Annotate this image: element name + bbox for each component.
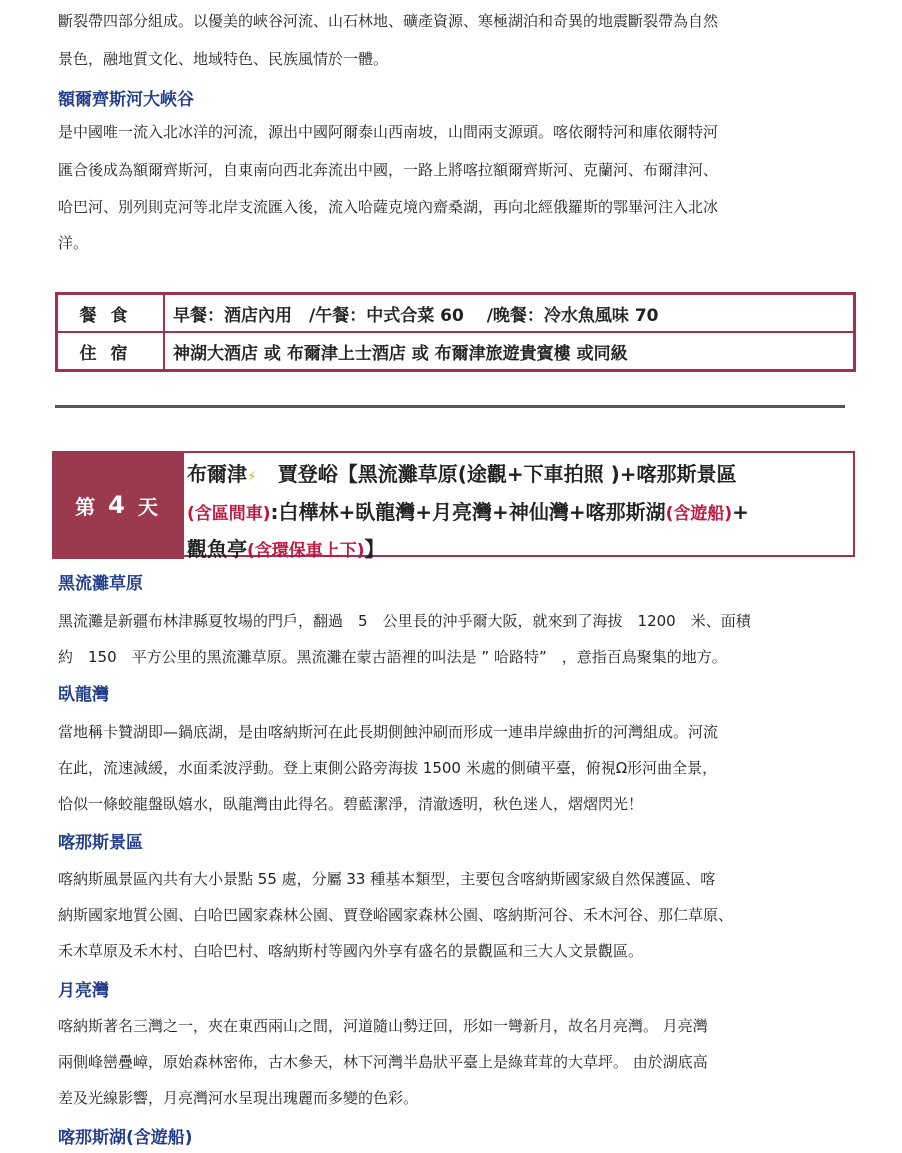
day-title-fish-pavilion: 觀魚亭 [187,537,247,561]
day-itinerary-title [183,451,855,561]
section-heading-moon-bay: 月亮灣 [58,981,109,1001]
wolong-text-line-2: 在此，流速減緩，水面柔波浮動。登上東側公路旁海拔 1500 米處的側磧平臺，俯視Ω形河曲全景， [58,759,718,777]
section-heading-wolong: 臥龍灣 [58,685,109,705]
meals-value: 早餐：酒店內用 /午餐：中式合菜 60 /晚餐：冷水魚風味 70 [164,294,855,333]
meals-lodging-table [55,292,856,372]
intro-text-line-2: 景色，融地質文化、地域特色、民族風情於一體。 [58,50,389,68]
day-title-start: 布爾津 [187,462,247,486]
day-title-route: 賈登峪【黑流灘草原(途觀+下車拍照 )+喀那斯景區 [277,462,737,486]
heiliutan-text-line-1: 黑流灘是新疆布林津縣夏牧場的門戶，翻過 5 公里長的沖乎爾大阪，就來到了海拔 1200 米、面積 [58,612,751,630]
section-heading-kanas-area: 喀那斯景區 [58,833,143,853]
intro-text-line-1: 斷裂帶四部分組成。以優美的峽谷河流、山石林地、礦產資源、寒極湖泊和奇異的地震斷裂帶為自然 [58,12,719,30]
kanas-area-text-line-1: 喀納斯風景區內共有大小景點 55 處，分屬 33 種基本類型，主要包含喀納斯國家級自然保護區、喀 [58,870,716,888]
wolong-text-line-1: 當地稱卡贊湖即—鍋底湖，是由喀納斯河在此長期側蝕沖刷而形成一連串岸線曲折的河灣組成。河流 [58,723,719,741]
day-suffix: 天 [137,494,161,519]
day-title-note-eco-bus: (含環保車上下) [247,541,365,561]
day-title-spots: :白樺林+臥龍灣+月亮灣+神仙灣+喀那斯湖 [270,500,666,524]
day-title-plus: + [732,500,749,524]
lodging-value: 神湖大酒店 或 布爾津上士酒店 或 布爾津旅遊貴賓樓 或同級 [164,332,855,371]
wolong-text-line-3: 恰似一條蛟龍盤臥嬉水，臥龍灣由此得名。碧藍潔淨，清澈透明，秋色迷人，熠熠閃光！ [58,795,644,813]
moon-bay-text-line-2: 兩側峰巒疊嶂，原始森林密佈，古木參天，林下河灣半島狀平臺上是綠茸茸的大草坪。 由於湖底高 [58,1053,708,1071]
day-4-header [52,451,856,559]
section-divider [55,405,845,408]
moon-bay-text-line-1: 喀納斯著名三灣之一，夾在東西兩山之間，河道隨山勢迂回，形如一彎新月，故名月亮灣。 月亮灣 [58,1017,708,1035]
heiliutan-text-line-2: 約 150 平方公里的黑流灘草原。黑流灘在蒙古語裡的叫法是 ” 哈路特” ，意指百鳥聚集的地方。 [58,648,727,666]
irtysh-text-line-3: 哈巴河、別列則克河等北岸支流匯入後，流入哈薩克境內齋桑湖，再向北經俄羅斯的鄂畢河注入北冰 [58,198,719,216]
day-prefix: 第 [75,494,99,519]
section-heading-irtysh: 額爾齊斯河大峽谷 [58,90,194,110]
irtysh-text-line-1: 是中國唯一流入北冰洋的河流，源出中國阿爾泰山西南坡，山間兩支源頭。喀依爾特河和庫依爾特河 [58,123,719,141]
day-number: 4 [108,491,128,519]
lodging-row [57,332,855,371]
meals-row [57,294,855,333]
day-number-badge [52,451,184,559]
day-title-note-shuttle: (含區間車) [187,504,271,524]
irtysh-text-line-2: 匯合後成為額爾齊斯河，自東南向西北奔流出中國，一路上將喀拉額爾齊斯河、克蘭河、布爾津河、 [58,161,719,179]
lodging-label: 住宿 [57,332,165,371]
day-title-close: 】 [364,537,385,561]
day-title-note-boat: (含遊船) [665,504,733,524]
kanas-area-text-line-3: 禾木草原及禾木村、白哈巴村、喀納斯村等國內外享有盛名的景觀區和三大人文景觀區。 [58,942,644,960]
moon-bay-text-line-3: 差及光線影響，月亮灣河水呈現出瑰麗而多變的色彩。 [58,1089,419,1107]
kanas-area-text-line-2: 納斯國家地質公園、白哈巴國家森林公園、賈登峪國家森林公園、喀納斯河谷、禾木河谷、那仁草原、 [58,906,734,924]
section-heading-heiliutan: 黑流灘草原 [58,574,143,594]
sparkle-icon: ⚡ [247,469,257,485]
meals-label: 餐食 [57,294,165,333]
section-heading-kanas-lake: 喀那斯湖(含遊船) [58,1128,193,1148]
irtysh-text-line-4: 洋。 [58,234,89,252]
